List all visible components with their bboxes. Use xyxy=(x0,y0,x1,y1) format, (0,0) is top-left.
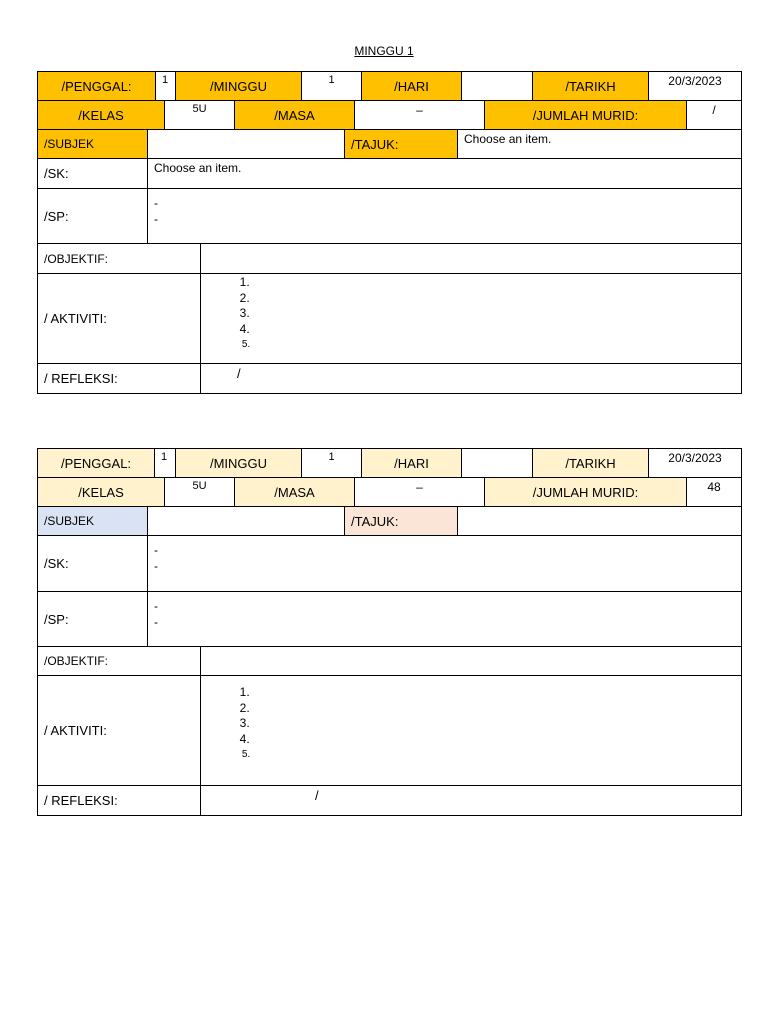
list-item xyxy=(253,716,741,732)
tarikh-label: /TARIKH xyxy=(533,449,649,477)
sp-value[interactable] xyxy=(148,189,741,243)
sp-row xyxy=(37,189,742,244)
aktiviti-list[interactable] xyxy=(201,676,741,785)
aktiviti-row xyxy=(37,676,742,786)
aktiviti-row xyxy=(37,274,742,364)
subjek-label: /SUBJEK xyxy=(38,130,148,158)
sp-line: - xyxy=(154,599,158,613)
page-title: MINGGU 1 xyxy=(354,44,414,58)
header-row-1 xyxy=(37,71,742,101)
tajuk-label: /TAJUK: xyxy=(345,507,458,535)
lesson-plan-1 xyxy=(37,71,742,394)
sk-row xyxy=(37,159,742,189)
header-row-1 xyxy=(37,448,742,478)
sp-row xyxy=(37,592,742,647)
penggal-label: /PENGGAL: xyxy=(38,449,155,477)
minggu-value[interactable]: 1 xyxy=(302,449,362,477)
masa-value[interactable]: – xyxy=(355,478,485,506)
kelas-label: /KELAS xyxy=(38,101,165,129)
sp-line: - xyxy=(154,196,158,210)
sp-line: - xyxy=(154,615,158,629)
list-item xyxy=(253,337,741,353)
jumlah-murid-value[interactable]: 48 xyxy=(707,480,721,494)
refleksi-value[interactable]: / xyxy=(237,366,241,381)
sk-dropdown[interactable]: Choose an item. xyxy=(154,161,242,175)
hari-value[interactable] xyxy=(462,72,533,100)
objektif-value[interactable] xyxy=(201,647,741,675)
list-item xyxy=(253,732,741,748)
objektif-value[interactable] xyxy=(201,244,741,273)
tarikh-value[interactable]: 20/3/2023 xyxy=(668,451,722,465)
jumlah-murid-label: /JUMLAH MURID: xyxy=(485,478,687,506)
jumlah-murid-value[interactable]: / xyxy=(712,103,716,117)
sk-label: /SK: xyxy=(38,536,148,591)
masa-value[interactable]: – xyxy=(355,101,485,129)
tarikh-label: /TARIKH xyxy=(533,72,649,100)
penggal-label: /PENGGAL: xyxy=(38,72,156,100)
subjek-label: /SUBJEK xyxy=(38,507,148,535)
sp-value[interactable] xyxy=(148,592,741,646)
kelas-label: /KELAS xyxy=(38,478,165,506)
minggu-label: /MINGGU xyxy=(176,449,302,477)
sk-line: - xyxy=(154,543,158,557)
aktiviti-list[interactable] xyxy=(201,274,741,363)
header-row-2 xyxy=(37,478,742,507)
tajuk-label: /TAJUK: xyxy=(345,130,458,158)
objektif-label: /OBJEKTIF: xyxy=(38,244,201,273)
header-row-3 xyxy=(37,130,742,159)
tajuk-value[interactable] xyxy=(458,507,741,535)
header-row-3 xyxy=(37,507,742,536)
objektif-row xyxy=(37,244,742,274)
minggu-value[interactable]: 1 xyxy=(302,72,362,100)
minggu-label: /MINGGU xyxy=(176,72,302,100)
sp-line: - xyxy=(154,212,158,226)
tarikh-value[interactable]: 20/3/2023 xyxy=(668,74,722,88)
kelas-value[interactable]: 5U xyxy=(165,101,235,129)
sp-label: /SP: xyxy=(38,592,148,646)
penggal-value[interactable]: 1 xyxy=(155,449,176,477)
masa-label: /MASA xyxy=(235,478,355,506)
kelas-value[interactable]: 5U xyxy=(165,478,235,506)
tajuk-dropdown[interactable]: Choose an item. xyxy=(464,132,552,146)
list-item xyxy=(253,747,741,763)
masa-label: /MASA xyxy=(235,101,355,129)
lesson-plan-2 xyxy=(37,448,742,816)
list-item xyxy=(253,275,741,291)
header-row-2 xyxy=(37,101,742,130)
subjek-value[interactable] xyxy=(148,130,345,158)
list-item xyxy=(253,685,741,701)
aktiviti-label: / AKTIVITI: xyxy=(38,676,201,785)
hari-label: /HARI xyxy=(362,449,462,477)
hari-value[interactable] xyxy=(462,449,533,477)
subjek-value[interactable] xyxy=(148,507,345,535)
objektif-label: /OBJEKTIF: xyxy=(38,647,201,675)
list-item xyxy=(253,701,741,717)
sk-label: /SK: xyxy=(38,159,148,188)
objektif-row xyxy=(37,647,742,676)
refleksi-value[interactable]: / xyxy=(315,788,319,803)
penggal-value[interactable]: 1 xyxy=(156,72,176,100)
sk-line: - xyxy=(154,559,158,573)
refleksi-label: / REFLEKSI: xyxy=(38,786,201,815)
refleksi-row xyxy=(37,786,742,816)
hari-label: /HARI xyxy=(362,72,462,100)
list-item xyxy=(253,322,741,338)
aktiviti-label: / AKTIVITI: xyxy=(38,274,201,363)
jumlah-murid-label: /JUMLAH MURID: xyxy=(485,101,687,129)
list-item xyxy=(253,291,741,307)
list-item xyxy=(253,306,741,322)
sp-label: /SP: xyxy=(38,189,148,243)
sk-row xyxy=(37,536,742,592)
refleksi-row xyxy=(37,364,742,394)
sk-value[interactable] xyxy=(148,536,741,591)
refleksi-label: / REFLEKSI: xyxy=(38,364,201,393)
